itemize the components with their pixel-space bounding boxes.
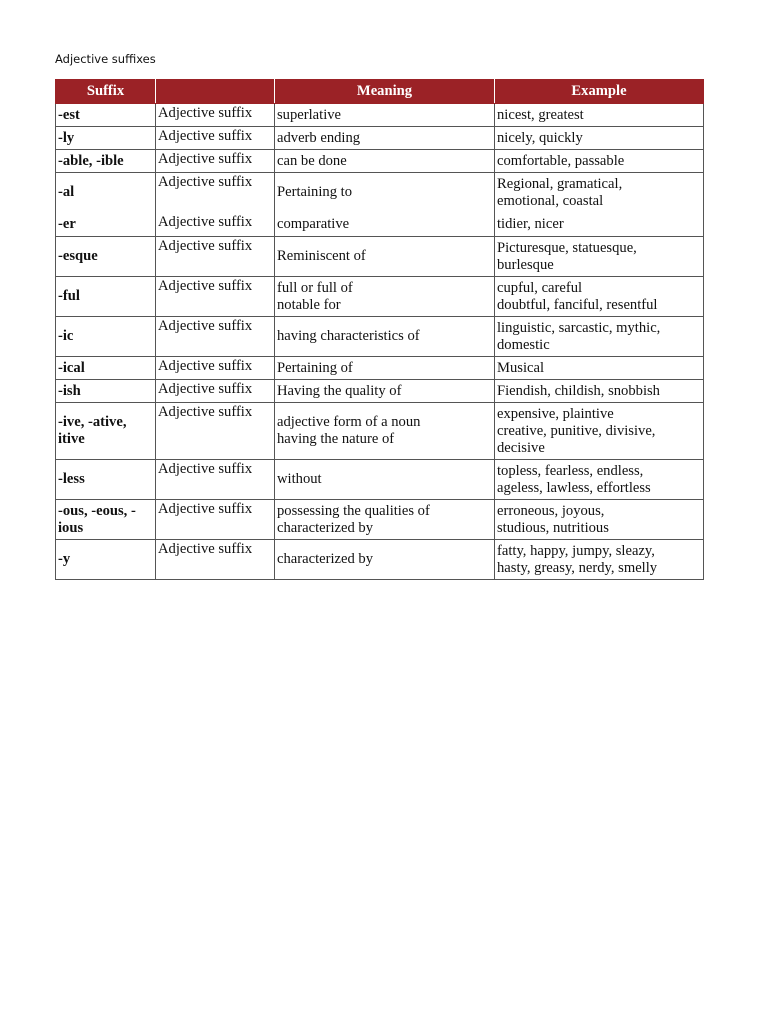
table-row (56, 127, 704, 150)
example-cell: Picturesque, statuesque, burlesque (495, 237, 704, 277)
example-cell: linguistic, sarcastic, mythic, domestic (495, 317, 704, 357)
meaning-cell: comparative (275, 213, 495, 237)
meaning-cell: adverb ending (275, 127, 495, 150)
example-cell: fatty, happy, jumpy, sleazy, hasty, greasy, nerdy, smelly (495, 540, 704, 580)
type-cell: Adjective suffix (156, 150, 275, 173)
meaning-cell: full or full of notable for (275, 277, 495, 317)
suffix-cell: -ly (56, 127, 156, 150)
example-cell: cupful, careful doubtful, fanciful, resentful (495, 277, 704, 317)
suffix-cell: -ish (56, 380, 156, 403)
example-cell: topless, fearless, endless, ageless, lawless, effortless (495, 460, 704, 500)
example-cell: Musical (495, 357, 704, 380)
example-cell: erroneous, joyous, studious, nutritious (495, 500, 704, 540)
type-cell: Adjective suffix (156, 357, 275, 380)
suffix-cell: -esque (56, 237, 156, 277)
table-row (56, 380, 704, 403)
meaning-cell: characterized by (275, 540, 495, 580)
header-suffix: Suffix (56, 80, 156, 104)
header-meaning: Meaning (275, 80, 495, 104)
suffix-cell: -al (56, 173, 156, 213)
meaning-cell: possessing the qualities of characterized by (275, 500, 495, 540)
type-cell: Adjective suffix (156, 127, 275, 150)
example-cell: Regional, gramatical, emotional, coastal (495, 173, 704, 213)
suffix-cell: -est (56, 104, 156, 127)
type-cell: Adjective suffix (156, 277, 275, 317)
table-row (56, 460, 704, 500)
meaning-cell: Pertaining to (275, 173, 495, 213)
example-cell: nicely, quickly (495, 127, 704, 150)
suffix-cell: -ive, -ative, itive (56, 403, 156, 460)
table-row (56, 540, 704, 580)
header-example: Example (495, 80, 704, 104)
example-cell: nicest, greatest (495, 104, 704, 127)
table-row (56, 104, 704, 127)
suffix-cell: -ic (56, 317, 156, 357)
suffix-cell: -able, -ible (56, 150, 156, 173)
example-cell: comfortable, passable (495, 150, 704, 173)
meaning-cell: Having the quality of (275, 380, 495, 403)
table-row (56, 277, 704, 317)
type-cell: Adjective suffix (156, 540, 275, 580)
meaning-cell: having characteristics of (275, 317, 495, 357)
meaning-cell: adjective form of a noun having the nature of (275, 403, 495, 460)
type-cell: Adjective suffix (156, 460, 275, 500)
meaning-cell: without (275, 460, 495, 500)
meaning-cell: can be done (275, 150, 495, 173)
meaning-cell: Pertaining of (275, 357, 495, 380)
example-cell: Fiendish, childish, snobbish (495, 380, 704, 403)
table-row (56, 237, 704, 277)
type-cell: Adjective suffix (156, 500, 275, 540)
header-type (156, 80, 275, 104)
table-row (56, 500, 704, 540)
example-cell: tidier, nicer (495, 213, 704, 237)
type-cell: Adjective suffix (156, 317, 275, 357)
suffix-cell: -ous, -eous, - ious (56, 500, 156, 540)
table-row (56, 357, 704, 380)
type-cell: Adjective suffix (156, 403, 275, 460)
suffix-cell: -er (56, 213, 156, 237)
adjective-suffix-table (55, 79, 704, 580)
suffix-cell: -less (56, 460, 156, 500)
example-cell: expensive, plaintive creative, punitive, divisive, decisive (495, 403, 704, 460)
suffix-cell: -ful (56, 277, 156, 317)
table-row (56, 317, 704, 357)
meaning-cell: Reminiscent of (275, 237, 495, 277)
meaning-cell: superlative (275, 104, 495, 127)
table-row (56, 403, 704, 460)
type-cell: Adjective suffix (156, 213, 275, 237)
type-cell: Adjective suffix (156, 237, 275, 277)
suffix-cell: -ical (56, 357, 156, 380)
type-cell: Adjective suffix (156, 173, 275, 213)
suffix-cell: -y (56, 540, 156, 580)
table-row (56, 173, 704, 213)
document-title: Adjective suffixes (55, 52, 156, 66)
type-cell: Adjective suffix (156, 380, 275, 403)
table-row (56, 150, 704, 173)
table-header-row (56, 80, 704, 104)
type-cell: Adjective suffix (156, 104, 275, 127)
table-row (56, 213, 704, 237)
